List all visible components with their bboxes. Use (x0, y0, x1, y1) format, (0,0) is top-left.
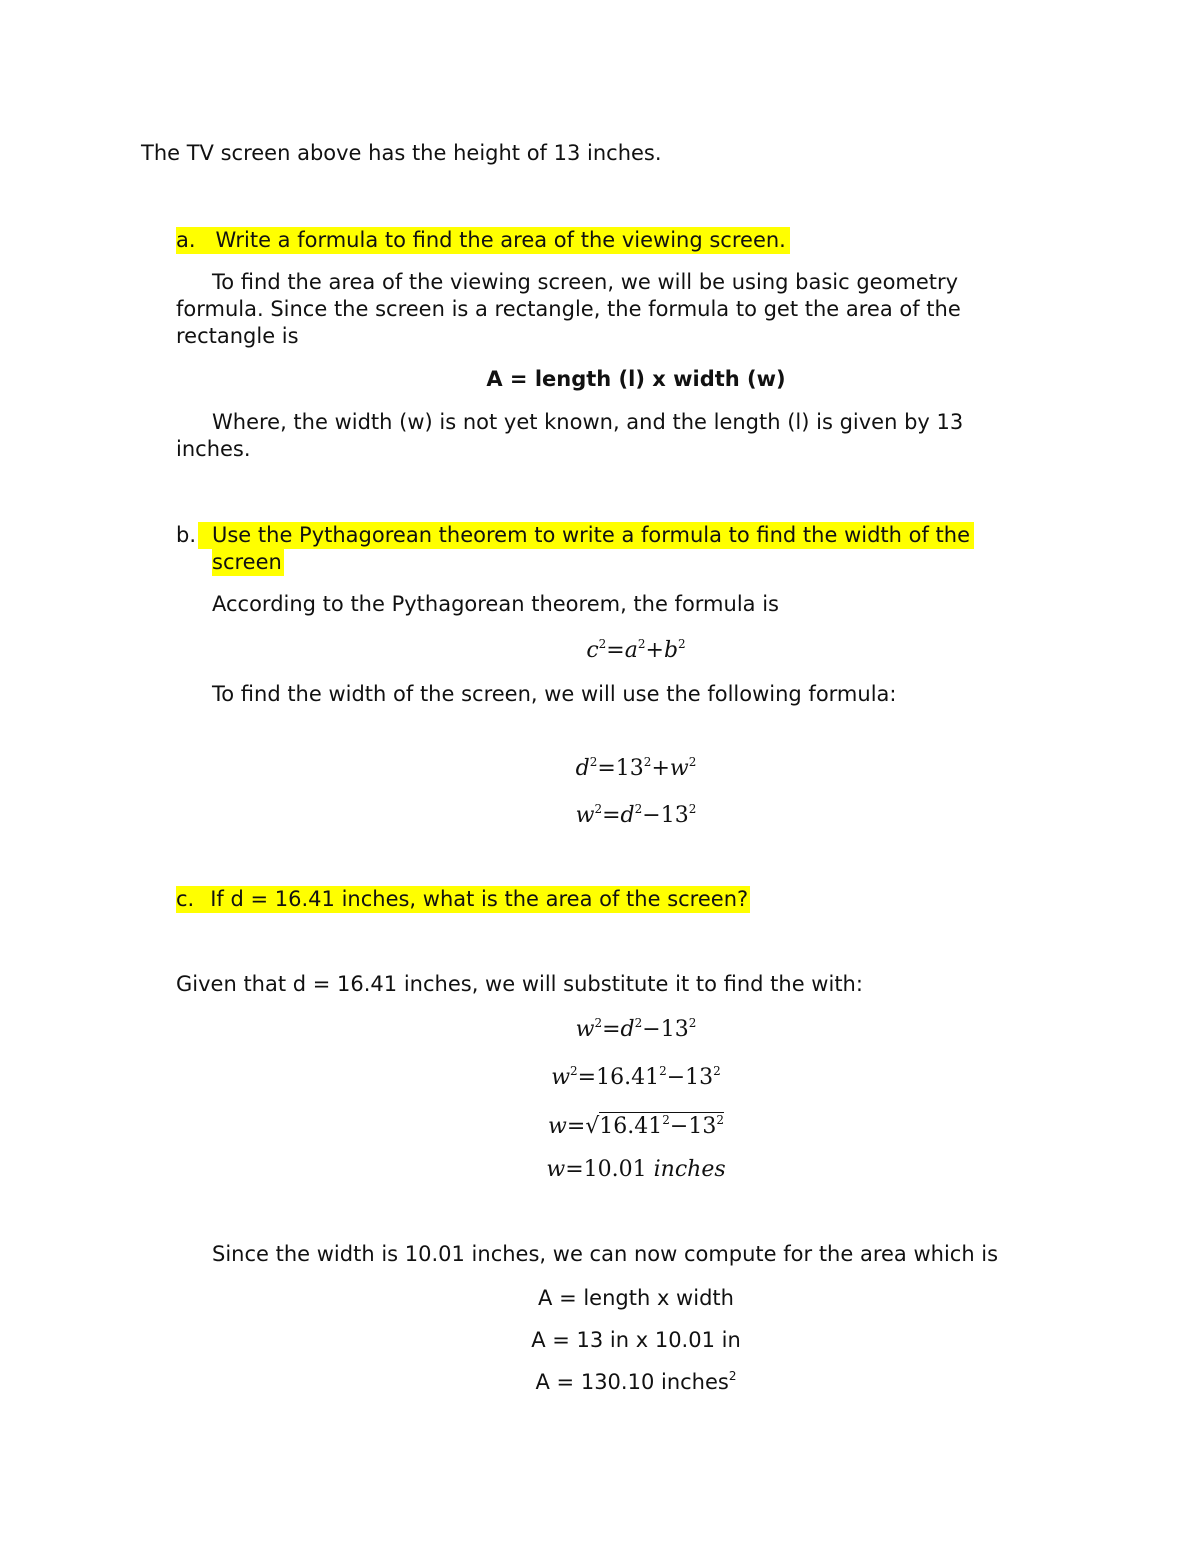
answer-a-line1: To find the area of the viewing screen, we will be using basic geometry (212, 270, 959, 294)
var-b: b (663, 638, 679, 663)
area-step-1: A = length x width (538, 1286, 734, 1310)
given-text: Given that d = 16.41 inches, we will substitute it to find the with: (176, 972, 863, 996)
question-b-line1: Use the Pythagorean theorem to write a formula to find the width of the (198, 522, 974, 549)
according-text: According to the Pythagorean theorem, the formula is (212, 592, 779, 616)
step-2: $w^2=16.41^2-13^2$ (551, 1064, 721, 1090)
area-formula: A = length (l) x width (w) (486, 367, 786, 391)
question-c-marker: c. (176, 887, 195, 911)
square-root: $√16.41^2-13^2$ (585, 1113, 724, 1139)
question-b-marker: b. (176, 523, 197, 547)
where-line2: inches. (176, 437, 251, 461)
question-c (176, 886, 750, 913)
var-a: a (624, 638, 638, 663)
to-find-width-text: To find the width of the screen, we will use the following formula: (212, 682, 897, 706)
question-b-line2: screen (212, 550, 282, 574)
equation-d-squared: $d^2=13^2+w^2$ (575, 755, 697, 781)
intro-text: The TV screen above has the height of 13 inches. (141, 141, 662, 165)
step-1: $w^2=d^2-13^2$ (575, 1016, 697, 1042)
where-line1: Where, the width (w) is not yet known, and the length (l) is given by 13 (212, 410, 964, 434)
equation-w-squared: $w^2=d^2-13^2$ (575, 802, 697, 828)
question-a (176, 227, 790, 254)
area-step-3: A = 130.10 inches$^2$ (535, 1369, 737, 1394)
answer-a-line3: rectangle is (176, 324, 299, 348)
pythagorean-formula: $c^2=a^2+b^2$ (586, 637, 686, 663)
step-3: $w=√16.41^2-13^2$ (176, 1113, 1096, 1143)
since-text: Since the width is 10.01 inches, we can now compute for the area which is (212, 1242, 999, 1266)
question-c-text: If d = 16.41 inches, what is the area of the screen? (210, 887, 749, 911)
area-step-2: A = 13 in x 10.01 in (531, 1328, 741, 1352)
answer-a-line2: formula. Since the screen is a rectangle, the formula to get the area of the (176, 297, 961, 321)
question-a-text: Write a formula to find the area of the viewing screen. (215, 228, 786, 252)
question-a-marker: a. (176, 228, 196, 252)
step-4: w=10.01 inches (546, 1157, 726, 1182)
var-c: c (586, 638, 599, 663)
